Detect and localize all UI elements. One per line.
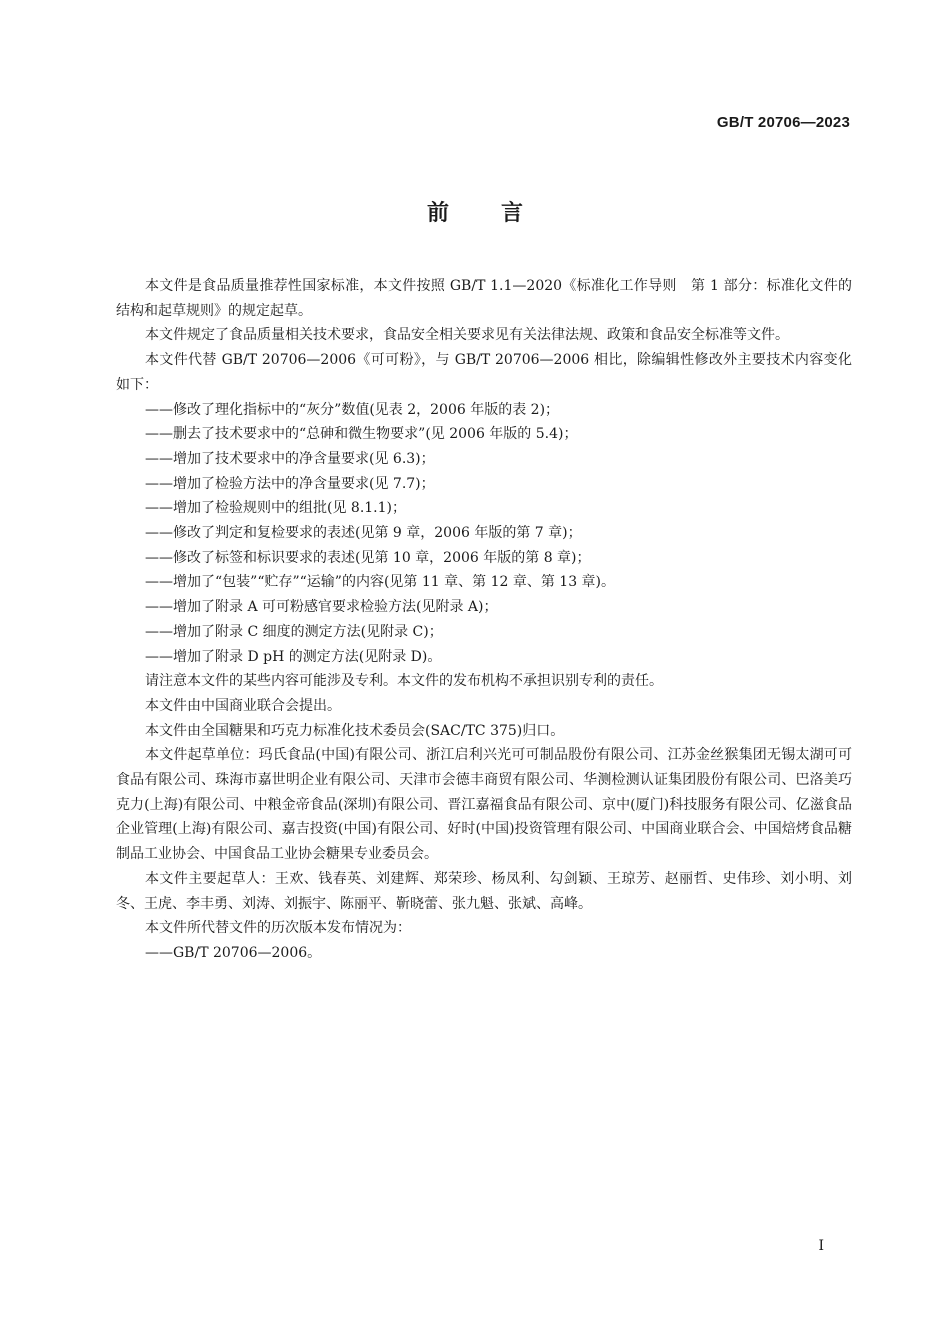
title-char: 言: [501, 201, 524, 226]
paragraph: 请注意本文件的某些内容可能涉及专利。本文件的发布机构不承担识别专利的责任。: [145, 673, 663, 690]
title-char: 前: [426, 201, 449, 226]
drafters: 本文件主要起草人：王欢、钱春英、刘建辉、郑荣珍、杨凤利、勾剑颖、王琼芳、赵丽哲、史伟珍、刘小明、刘冬、王虎、李丰勇、刘涛、刘振宇、陈丽平、靳晓蕾、张九魁、张斌、高峰。: [116, 870, 852, 912]
page-title: [0, 196, 950, 227]
change-item: ——增加了技术要求中的净含量要求(见 6.3)；: [145, 450, 435, 467]
standard-code: GB/T 20706—2023: [716, 114, 850, 131]
history-item: ——GB/T 20706—2006。: [145, 944, 322, 961]
change-item: ——增加了附录 A 可可粉感官要求检验方法(见附录 A)；: [145, 599, 498, 616]
foreword-body: [116, 274, 852, 966]
change-item: ——增加了检验方法中的净含量要求(见 7.7)；: [145, 475, 435, 492]
drafting-units: 本文件起草单位：玛氏食品(中国)有限公司、浙江启利兴光可可制品股份有限公司、江苏金丝猴集团无锡太湖可可食品有限公司、珠海市嘉世明企业有限公司、天津市会德丰商贸有限公司、华测检测认证集团股份有限公司、巴洛美巧克力(上海)有限公司、中粮金帝食品(深圳)有限公司、晋江嘉福食品有限公司、京中(厦门)科技服务有限公司、亿滋食品企业管理(上海)有限公司、嘉吉投资(中国)有限公司、好时(中国)投资管理有限公司、中国商业联合会、中国焙烤食品糖制品工业协会、中国食品工业协会糖果专业委员会。: [116, 747, 852, 863]
change-item: ——修改了标签和标识要求的表述(见第 10 章，2006 年版的第 8 章)；: [145, 549, 591, 566]
change-item: ——增加了检验规则中的组批(见 8.1.1)；: [145, 500, 406, 517]
change-item: ——增加了附录 D pH 的测定方法(见附录 D)。: [145, 648, 442, 665]
page-number: I: [818, 1238, 824, 1254]
paragraph: 本文件由全国糖果和巧克力标准化技术委员会(SAC/TC 375)归口。: [145, 722, 565, 739]
change-item: ——增加了附录 C 细度的测定方法(见附录 C)；: [145, 623, 443, 640]
change-item: ——修改了理化指标中的“灰分”数值(见表 2，2006 年版的表 2)；: [145, 401, 560, 418]
paragraph: 本文件代替 GB/T 20706—2006《可可粉》，与 GB/T 20706—2006 相比，除编辑性修改外主要技术内容变化如下：: [116, 352, 852, 393]
paragraph: 本文件是食品质量推荐性国家标准，本文件按照 GB/T 1.1—2020《标准化工作导则 第 1 部分：标准化文件的结构和起草规则》的规定起草。: [116, 278, 852, 319]
paragraph: 本文件所代替文件的历次版本发布情况为：: [145, 920, 411, 937]
paragraph: 本文件规定了食品质量相关技术要求，食品安全相关要求见有关法律法规、政策和食品安全标准等文件。: [145, 327, 789, 344]
change-item: ——修改了判定和复检要求的表述(见第 9 章，2006 年版的第 7 章)；: [145, 525, 582, 542]
change-item: ——增加了“包装”“贮存”“运输”的内容(见第 11 章、第 12 章、第 13 章)。: [145, 574, 616, 591]
paragraph: 本文件由中国商业联合会提出。: [145, 697, 341, 714]
change-item: ——删去了技术要求中的“总砷和微生物要求”(见 2006 年版的 5.4)；: [145, 426, 578, 443]
